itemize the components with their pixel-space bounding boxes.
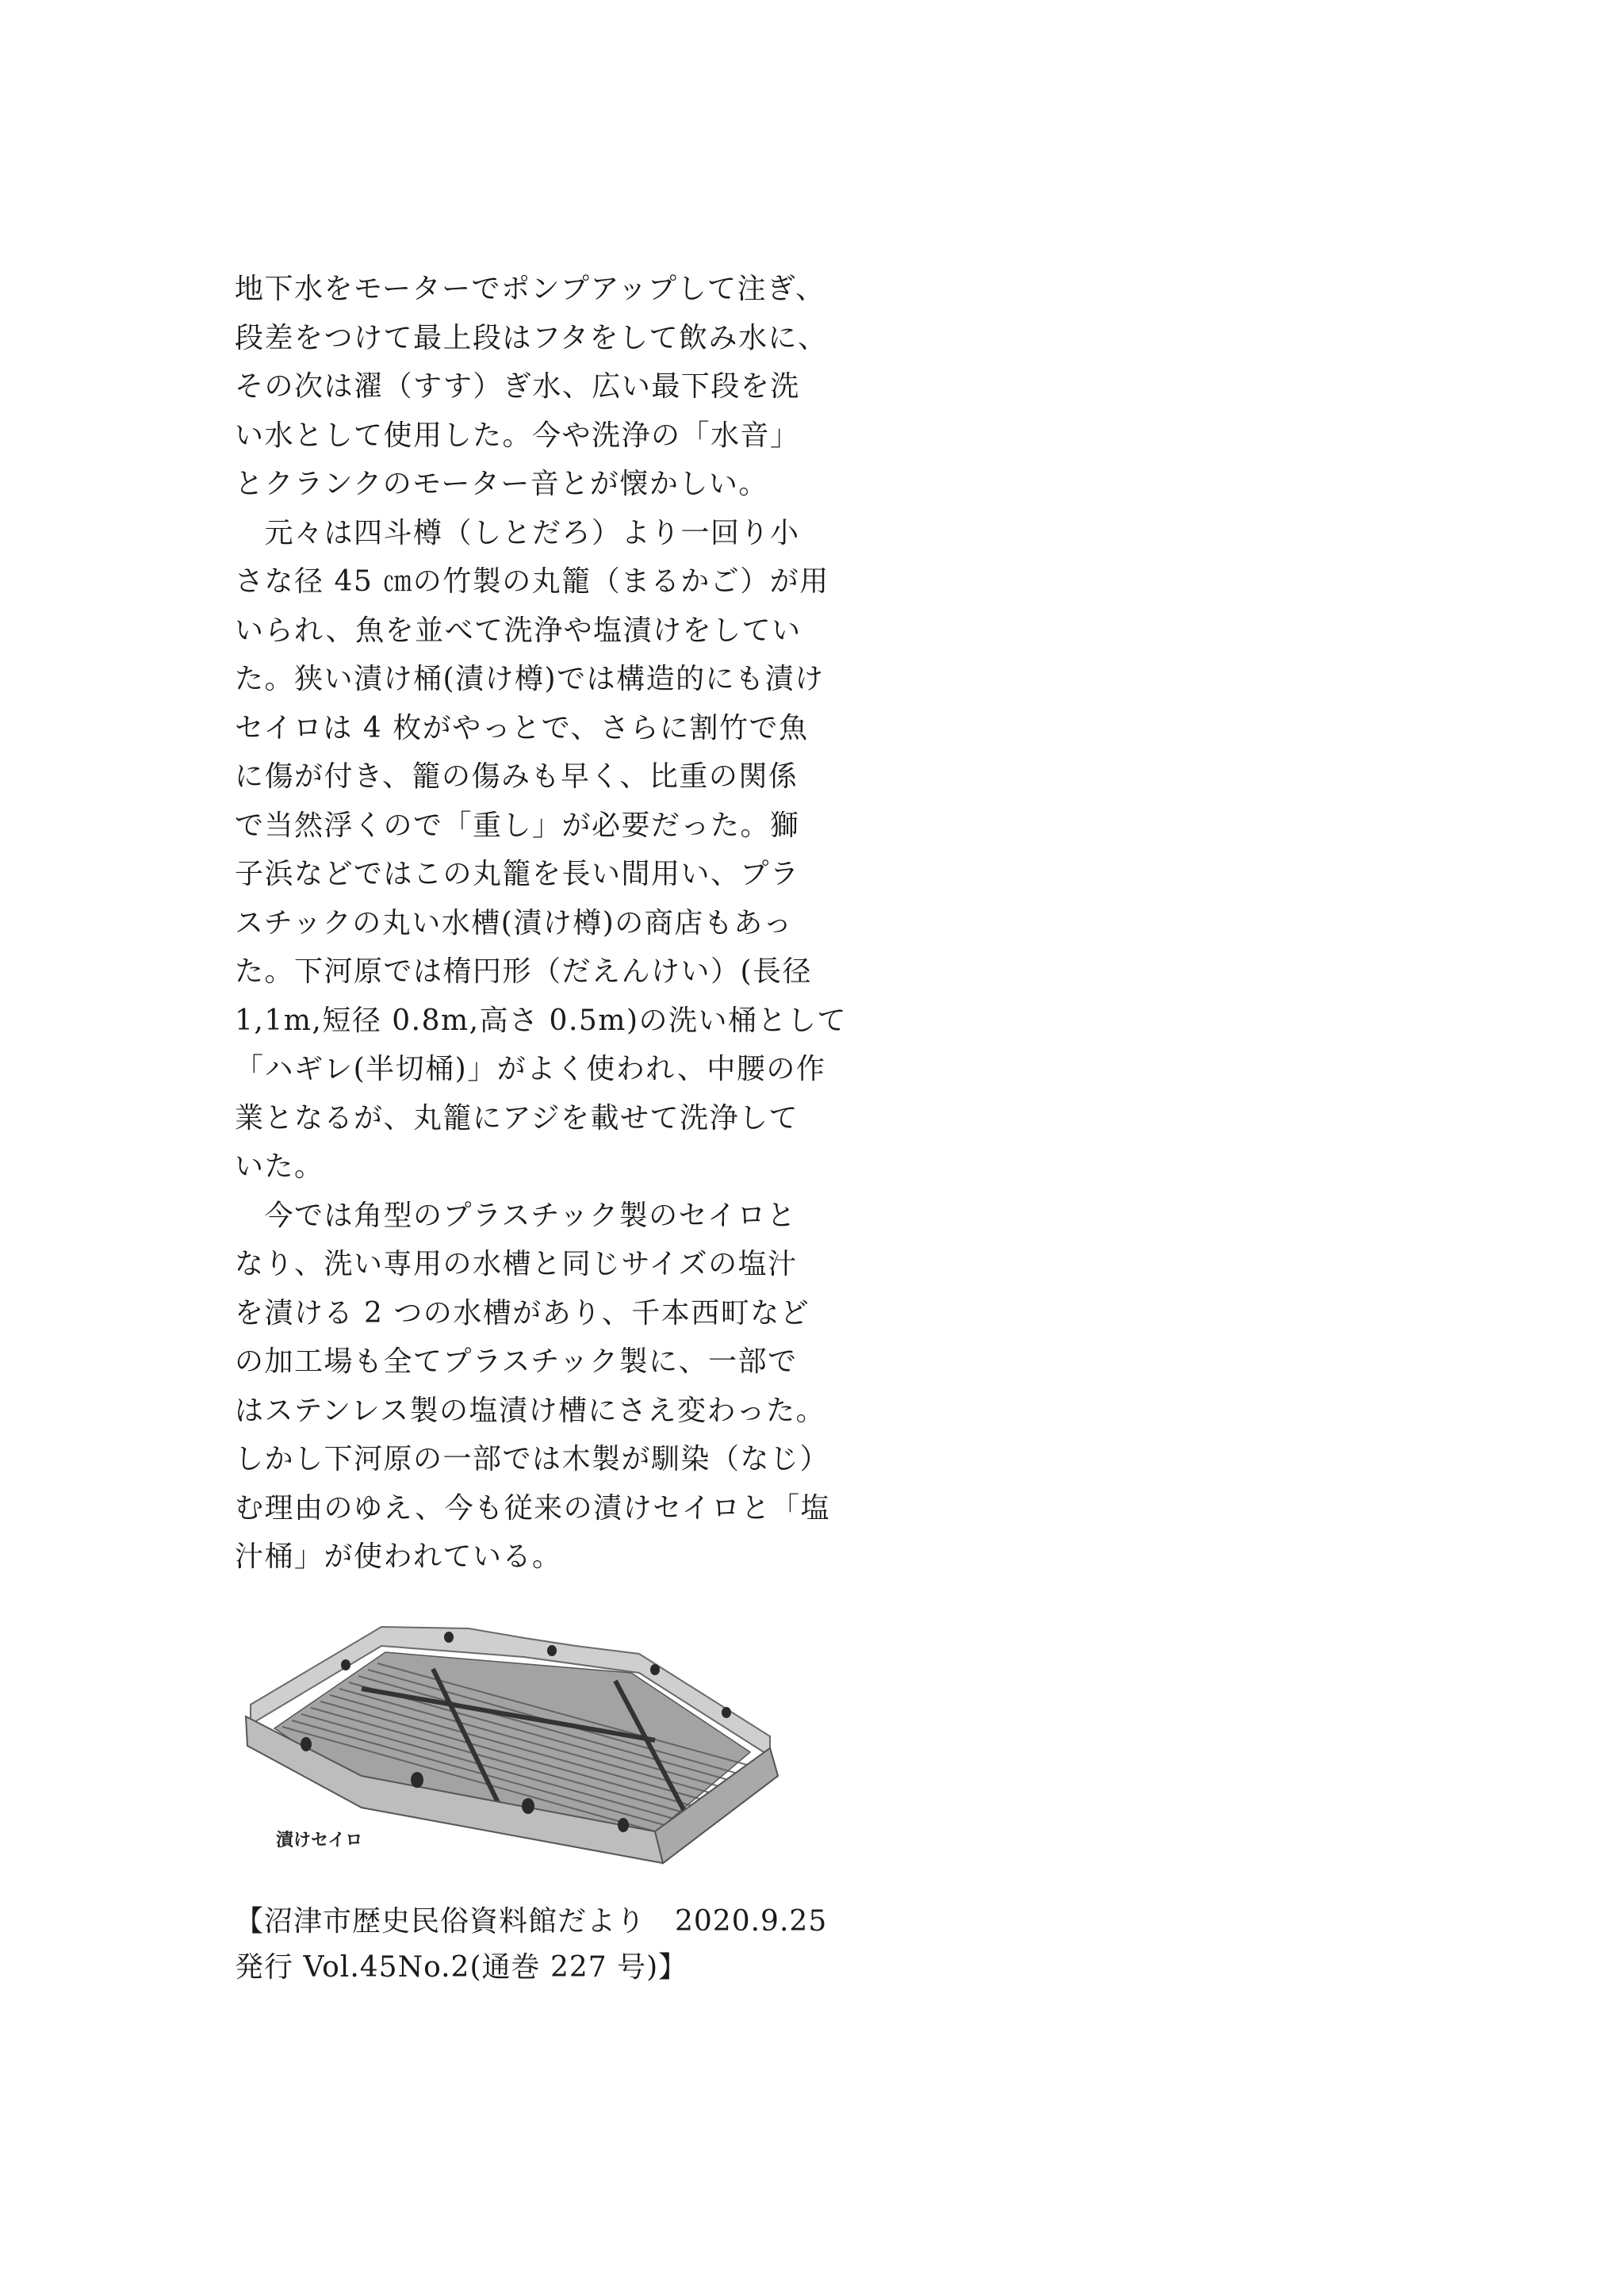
article-line: 汁桶」が使われている。 xyxy=(235,1540,562,1573)
article-line: 地下水をモーターでポンプアップして注ぎ、 xyxy=(235,273,825,305)
article-line: た。狭い漬け桶(漬け樽)では構造的にも漬け xyxy=(235,663,825,695)
article-line: はステンレス製の塩漬け槽にさえ変わった。 xyxy=(235,1394,826,1427)
article-line: その次は濯（すす）ぎ水、広い最下段を洗 xyxy=(235,370,800,403)
article-line: の加工場も全てプラスチック製に、一部で xyxy=(235,1345,798,1378)
article-line: 1,1m,短径 0.8m,高さ 0.5m)の洗い桶として xyxy=(235,1004,847,1037)
article-line: セイロは 4 枚がやっとで、さらに割竹で魚 xyxy=(235,711,809,744)
article-line: いられ、魚を並べて洗浄や塩漬けをしてい xyxy=(235,614,802,647)
source-citation xyxy=(235,1899,837,1991)
citation-line: 【沼津市歴史民俗資料館だより 2020.9.25 xyxy=(235,1905,828,1938)
article-line: 「ハギレ(半切桶)」がよく使われ、中腰の作 xyxy=(235,1053,826,1085)
article-line: 今では角型のプラスチック製のセイロと xyxy=(235,1199,797,1232)
article-line: た。下河原では楕円形（だえんけい）(長径 xyxy=(235,955,813,988)
article-line: スチックの丸い水槽(漬け樽)の商店もあっ xyxy=(235,906,793,939)
article-line: しかし下河原の一部では木製が馴染（なじ） xyxy=(235,1443,830,1475)
article-line: なり、洗い専用の水槽と同じサイズの塩汁 xyxy=(235,1248,798,1280)
article-line: を漬ける 2 つの水槽があり、千本西町など xyxy=(235,1296,810,1330)
article-line: い水として使用した。今や洗浄の「水音」 xyxy=(235,419,800,452)
article-line: 元々は四斗樽（しとだろ）より一回り小 xyxy=(235,516,800,549)
article-line: 業となるが、丸籠にアジを載せて洗浄して xyxy=(235,1101,799,1135)
article-body xyxy=(235,265,847,1582)
article-line: で当然浮くので「重し」が必要だった。獅 xyxy=(235,809,800,842)
tsuke-seiro-photo xyxy=(243,1617,782,1879)
article-line: さな径 45 ㎝の竹製の丸籠（まるかご）が用 xyxy=(235,565,829,598)
citation-line: 発行 Vol.45No.2(通巻 227 号)】 xyxy=(235,1951,688,1984)
article-line: いた。 xyxy=(235,1150,324,1183)
article-line: とクランクのモーター音とが懐かしい。 xyxy=(235,468,768,500)
article-line: に傷が付き、籠の傷みも早く、比重の関係 xyxy=(235,760,799,793)
article-line: 段差をつけて最上段はフタをして飲み水に、 xyxy=(235,321,828,354)
article-line: 子浜などではこの丸籠を長い間用い、プラ xyxy=(235,858,800,890)
article-line: む理由のゆえ、今も従来の漬けセイロと「塩 xyxy=(235,1491,831,1525)
figure-caption: 漬けセイロ xyxy=(276,1831,363,1850)
